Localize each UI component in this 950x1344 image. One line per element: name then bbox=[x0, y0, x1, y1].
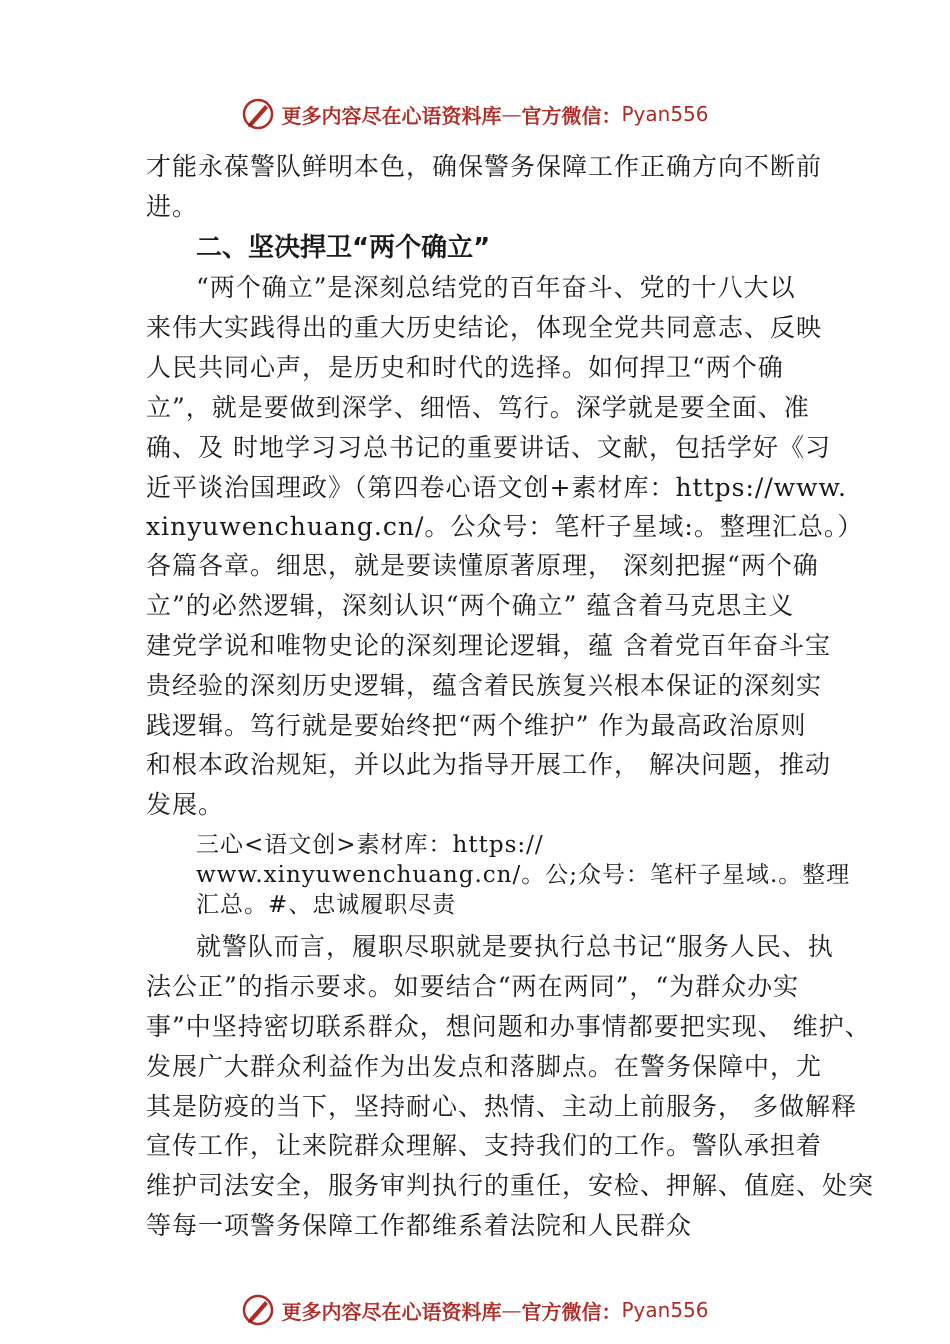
body-line: 才能永葆警队鲜明本色，确保警务保障工作正确方向不断前 bbox=[146, 152, 823, 181]
body-line: 法公正”的指示要求。如要结合“两在两同”，“为群众办实 bbox=[146, 972, 800, 1001]
body-line: 贵经验的深刻历史逻辑，蕴含着民族复兴根本保证的深刻实 bbox=[146, 671, 823, 700]
body-line: 立”的必然逻辑，深刻认识“两个确立” 蕴含着马克思主义 bbox=[146, 591, 795, 620]
body-line: 发展。 bbox=[146, 790, 225, 819]
body-line: 践逻辑。笃行就是要始终把“两个维护” 作为最高政治原则 bbox=[146, 711, 807, 740]
note-line: 三心<语文创>素材库：https:// bbox=[196, 832, 544, 858]
body-line: xinyuwenchuang.cn/。公众号：笔杆子星域:。整理汇总。） bbox=[146, 512, 864, 541]
body-line: “两个确立”是深刻总结党的百年奋斗、党的十八大以 bbox=[196, 273, 796, 302]
banner-dash: — bbox=[501, 1298, 522, 1322]
body-line: 进。 bbox=[146, 192, 199, 221]
body-line: 等每一项警务保障工作都维系着法院和人民群众 bbox=[146, 1211, 693, 1240]
body-line: 立”，就是要做到深学、细悟、笃行。深学就是要全面、准 bbox=[146, 393, 810, 422]
body-line: 维护司法安全，服务审判执行的重任，安检、押解、值庭、处突 bbox=[146, 1171, 875, 1200]
banner-wechat-id: Pyan556 bbox=[621, 1298, 709, 1322]
banner-wechat-id: Pyan556 bbox=[621, 102, 709, 126]
body-line: 宣传工作，让来院群众理解、支持我们的工作。警队承担着 bbox=[146, 1131, 823, 1160]
pen-logo-icon bbox=[241, 1293, 275, 1327]
body-line: 近平谈治国理政》（第四卷心语文创+素材库：https://www. bbox=[146, 473, 847, 502]
footer-banner bbox=[0, 1290, 950, 1330]
body-line: 其是防疫的当下，坚持耐心、热情、主动上前服务， 多做解释 bbox=[146, 1092, 857, 1121]
banner-title: 更多内容尽在心语资料库 bbox=[281, 103, 502, 128]
banner-title: 更多内容尽在心语资料库 bbox=[281, 1299, 502, 1324]
body-line: 确、及 时地学习习总书记的重要讲话、文献，包括学好《习 bbox=[146, 433, 831, 462]
body-line: 就警队而言，履职尽职就是要执行总书记“服务人民、执 bbox=[196, 932, 834, 961]
body-line: 和根本政治规矩，并以此为指导开展工作， 解决问题，推动 bbox=[146, 750, 831, 779]
header-banner bbox=[0, 94, 950, 134]
body-line: 来伟大实践得出的重大历史结论，体现全党共同意志、反映 bbox=[146, 313, 823, 342]
body-line: 事”中坚持密切联系群众，想问题和办事情都要把实现、 维护、 bbox=[146, 1012, 871, 1041]
body-line: 发展广大群众利益作为出发点和落脚点。在警务保障中，尤 bbox=[146, 1052, 823, 1081]
body-line: 各篇各章。细思，就是要读懂原著原理， 深刻把握“两个确 bbox=[146, 551, 819, 580]
note-line: www.xinyuwenchuang.cn/。公;众号：笔杆子星域.。整理 bbox=[196, 862, 851, 888]
body-line: 建党学说和唯物史论的深刻理论逻辑，蕴 含着党百年奋斗宝 bbox=[146, 631, 831, 660]
banner-subtitle: 官方微信： bbox=[521, 1299, 622, 1324]
section-heading: 二、坚决捍卫“两个确立” bbox=[196, 233, 491, 263]
banner-subtitle: 官方微信： bbox=[521, 103, 622, 128]
banner-dash: — bbox=[501, 102, 522, 126]
note-line: 汇总。#、忠诚履职尽责 bbox=[196, 892, 457, 918]
pen-logo-icon bbox=[241, 97, 275, 131]
body-line: 人民共同心声，是历史和时代的选择。如何捍卫“两个确 bbox=[146, 353, 784, 382]
